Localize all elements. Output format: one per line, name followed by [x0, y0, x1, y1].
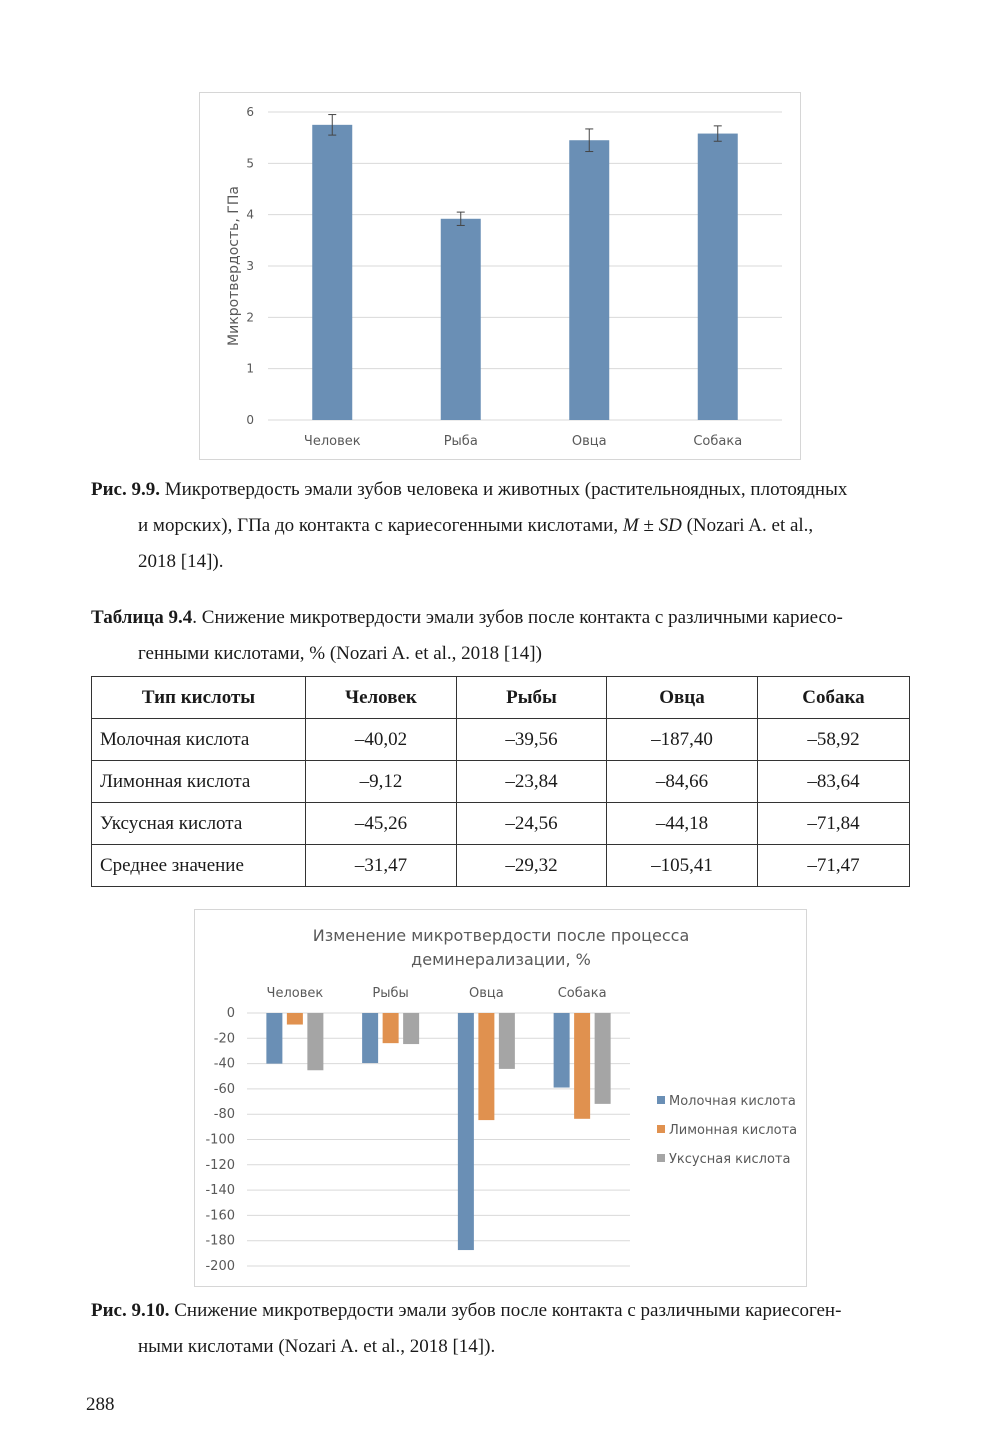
table-row	[92, 719, 910, 761]
fig-9-10-text1: Снижение микротвердости эмали зубов после контакта с различными кариесоген-	[169, 1300, 842, 1321]
y-tick-label: -120	[205, 1157, 235, 1173]
bar	[554, 1013, 570, 1088]
table-cell: –24,56	[457, 803, 607, 845]
bar	[458, 1013, 474, 1250]
bar	[266, 1013, 282, 1064]
table-row	[92, 803, 910, 845]
chart-1-svg	[200, 93, 800, 459]
y-tick-label: 4	[246, 207, 254, 222]
table-cell: –23,84	[457, 761, 607, 803]
y-tick-label: -60	[213, 1081, 235, 1097]
table-cell: Уксусная кислота	[92, 803, 306, 845]
bar	[312, 125, 352, 420]
table-cell: –29,32	[457, 845, 607, 887]
y-tick-label: -200	[205, 1259, 235, 1274]
table-header-cell: Собака	[758, 677, 910, 719]
table-9-4	[91, 676, 910, 887]
y-tick-label: 2	[246, 310, 254, 325]
table-cell: –45,26	[306, 803, 457, 845]
bar	[595, 1013, 611, 1104]
bar	[307, 1013, 323, 1070]
table-cell: –71,84	[758, 803, 910, 845]
table-cell: –9,12	[306, 761, 457, 803]
x-tick-label: Овца	[571, 434, 607, 449]
category-label: Собака	[557, 986, 607, 1001]
y-tick-label: 0	[246, 413, 254, 427]
table-header-cell: Тип кислоты	[92, 677, 306, 719]
bar	[362, 1013, 378, 1063]
bar	[569, 140, 609, 420]
fig-9-9-label: Рис. 9.9.	[91, 479, 160, 500]
table-row	[92, 845, 910, 887]
x-tick-label: Человек	[303, 434, 361, 449]
y-tick-label: 1	[246, 361, 254, 376]
fig-9-9-text2a: и морских), ГПа до контакта с кариесогенными кислотами,	[138, 515, 623, 536]
table-cell: –44,18	[607, 803, 758, 845]
table-9-4-caption	[91, 600, 910, 672]
table-cell: –40,02	[306, 719, 457, 761]
legend-label: Лимонная кислота	[669, 1123, 798, 1138]
figure-9-10-caption	[91, 1293, 910, 1365]
table-cell: –31,47	[306, 845, 457, 887]
page-number: 288	[86, 1394, 115, 1415]
y-tick-label: -160	[205, 1208, 235, 1224]
legend-swatch	[657, 1125, 665, 1133]
fig-9-9-text3: 2018 [14]).	[138, 551, 224, 572]
y-tick-label: 3	[246, 259, 254, 273]
table-cell: –187,40	[607, 719, 758, 761]
table-cell: –71,47	[758, 845, 910, 887]
fig-9-9-math: M ± SD	[622, 515, 682, 536]
y-tick-label: 5	[246, 156, 254, 171]
table-cell: Среднее значение	[92, 845, 306, 887]
table-header-cell: Овца	[607, 677, 758, 719]
figure-9-9-chart	[199, 92, 801, 460]
table-header-cell: Человек	[306, 677, 457, 719]
legend-label: Молочная кислота	[669, 1094, 796, 1109]
x-tick-label: Рыба	[443, 434, 478, 449]
table-cell: –105,41	[607, 845, 758, 887]
category-label: Рыбы	[372, 986, 409, 1001]
category-label: Овца	[469, 986, 504, 1001]
table-9-4-label: Таблица 9.4	[91, 607, 193, 628]
bar	[383, 1013, 399, 1043]
bar	[574, 1013, 590, 1119]
table-cell: Молочная кислота	[92, 719, 306, 761]
bar	[478, 1013, 494, 1120]
y-tick-label: -20	[213, 1031, 235, 1047]
table-cell: –58,92	[758, 719, 910, 761]
y-tick-label: 6	[246, 105, 254, 119]
chart-title-line1: Изменение микротвердости после процесса	[312, 926, 690, 945]
fig-9-10-label: Рис. 9.10.	[91, 1300, 170, 1321]
fig-9-9-text1: Микротвердость эмали зубов человека и животных (растительноядных, плотоядных	[160, 479, 848, 500]
legend-swatch	[657, 1154, 665, 1162]
y-tick-label: -40	[213, 1056, 235, 1072]
x-tick-label: Собака	[693, 434, 743, 449]
table-row	[92, 761, 910, 803]
table-cell: –84,66	[607, 761, 758, 803]
bar	[441, 219, 481, 420]
y-axis-label: Микротвердость, ГПа	[226, 186, 242, 346]
table-9-4-text1: . Снижение микротвердости эмали зубов после контакта с различными кариесо-	[192, 607, 843, 628]
table-cell: –83,64	[758, 761, 910, 803]
category-label: Человек	[266, 986, 324, 1001]
figure-9-9-caption	[91, 472, 910, 580]
y-tick-label: -100	[205, 1132, 235, 1148]
table-cell: Лимонная кислота	[92, 761, 306, 803]
legend-swatch	[657, 1096, 665, 1104]
y-tick-label: 0	[226, 1006, 235, 1021]
bar	[698, 134, 738, 420]
table-header-row	[92, 677, 910, 719]
fig-9-10-text2: ными кислотами (Nozari A. et al., 2018 [14]).	[138, 1336, 496, 1357]
table-cell: –39,56	[457, 719, 607, 761]
figure-9-10-chart	[194, 909, 807, 1287]
chart-title-line2: деминерализации, %	[411, 950, 591, 969]
y-tick-label: -140	[205, 1183, 235, 1199]
chart-2-svg	[195, 910, 806, 1286]
y-tick-label: -80	[213, 1107, 235, 1123]
bar	[287, 1013, 303, 1025]
table-header-cell: Рыбы	[457, 677, 607, 719]
y-tick-label: -180	[205, 1233, 235, 1249]
fig-9-9-text2b: (Nozari A. et al.,	[681, 515, 814, 536]
legend-label: Уксусная кислота	[669, 1152, 791, 1167]
bar	[499, 1013, 515, 1069]
bar	[403, 1013, 419, 1044]
table-9-4-text2: генными кислотами, % (Nozari A. et al., 2018 [14])	[138, 643, 542, 664]
